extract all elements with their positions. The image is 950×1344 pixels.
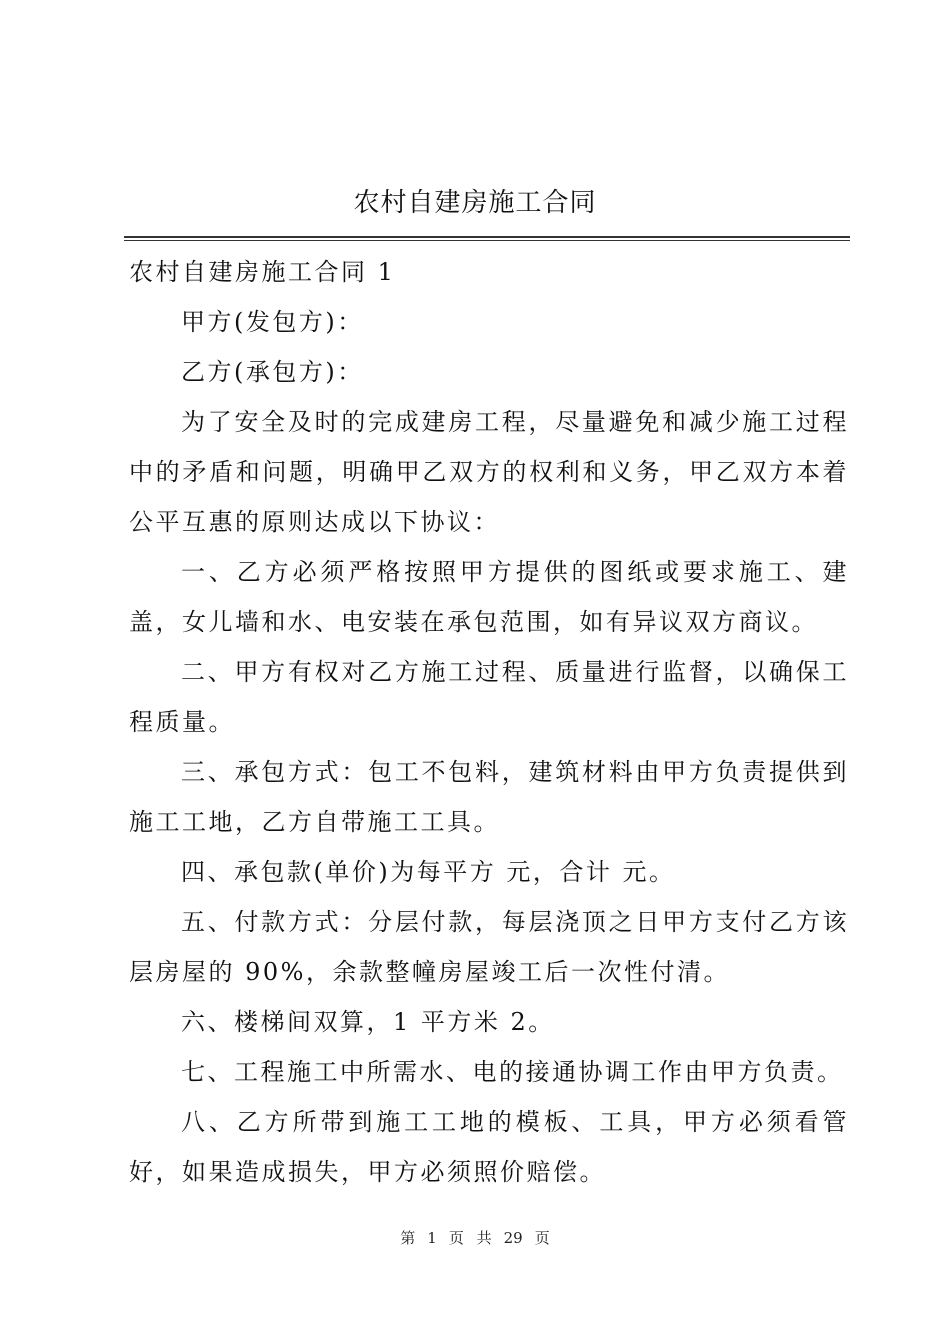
document-body xyxy=(129,247,849,1197)
total-pages-number: 29 xyxy=(503,1229,523,1247)
party-a-line: 甲方(发包方)： xyxy=(181,308,364,336)
page-number-footer xyxy=(0,1226,950,1250)
title-divider xyxy=(124,236,850,241)
clause-7: 七、工程施工中所需水、电的接通协调工作由甲方负责。 xyxy=(181,1058,844,1086)
clause-6: 六、楼梯间双算，1 平方米 2。 xyxy=(181,1008,555,1036)
footer-suffix: 页 xyxy=(534,1229,550,1247)
clause-8: 八、乙方所带到施工工地的模板、工具，甲方必须看管好，如果造成损失，甲方必须照价赔偿。 xyxy=(129,1108,849,1186)
footer-prefix: 第 xyxy=(400,1229,416,1247)
contract-heading: 农村自建房施工合同 1 xyxy=(129,258,396,286)
clause-5: 五、付款方式：分层付款，每层浇顶之日甲方支付乙方该层房屋的 90%，余款整幢房屋竣工后一次性付清。 xyxy=(129,908,849,986)
current-page-number: 1 xyxy=(427,1229,437,1247)
preamble-paragraph: 为了安全及时的完成建房工程，尽量避免和减少施工过程中的矛盾和问题，明确甲乙双方的权利和义务，甲乙双方本着公平互惠的原则达成以下协议： xyxy=(129,408,849,536)
clause-4: 四、承包款(单价)为每平方 元，合计 元。 xyxy=(181,858,676,886)
clause-3: 三、承包方式：包工不包料，建筑材料由甲方负责提供到施工工地，乙方自带施工工具。 xyxy=(129,758,849,836)
document-title: 农村自建房施工合同 xyxy=(353,188,597,218)
clause-1: 一、乙方必须严格按照甲方提供的图纸或要求施工、建盖，女儿墙和水、电安装在承包范围，如有异议双方商议。 xyxy=(129,558,849,636)
footer-middle: 页 共 xyxy=(448,1229,492,1247)
clause-2: 二、甲方有权对乙方施工过程、质量进行监督，以确保工程质量。 xyxy=(129,658,849,736)
party-b-line: 乙方(承包方)： xyxy=(181,358,364,386)
